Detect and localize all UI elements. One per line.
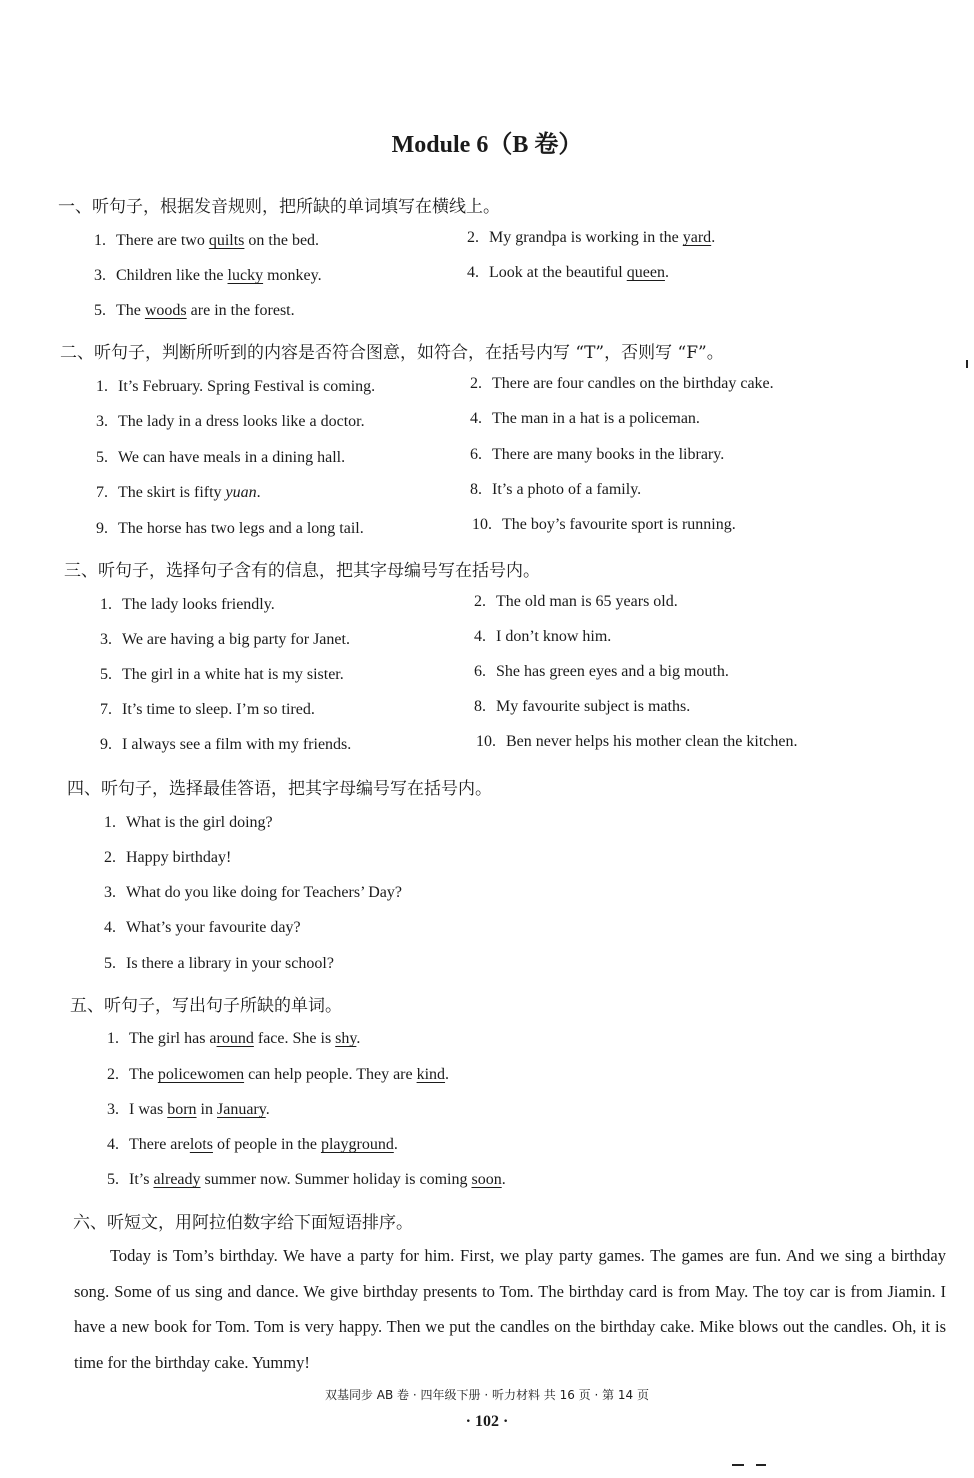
item-text: We can have meals in a dining hall. <box>118 449 346 466</box>
item-number: 3. <box>100 631 112 648</box>
s2-item-2 <box>470 375 774 393</box>
item-text: What do you like doing for Teachers’ Day? <box>126 884 402 901</box>
item-text: . <box>256 484 261 501</box>
underlined-word: January <box>217 1101 266 1118</box>
underlined-word: lots <box>189 1136 213 1153</box>
s2-item-7 <box>96 484 261 502</box>
item-text: monkey. <box>263 267 322 284</box>
item-number: 4. <box>467 264 479 281</box>
item-number: 1. <box>104 814 116 831</box>
underlined-word: soon <box>471 1171 502 1188</box>
item-text: The skirt is fifty <box>118 484 226 501</box>
item-number: 9. <box>100 736 112 753</box>
item-number: 1. <box>96 378 108 395</box>
item-text: I don’t know him. <box>496 628 612 645</box>
underlined-word: round <box>216 1030 254 1047</box>
page-number: · 102 · <box>465 1413 509 1430</box>
s2-item-4 <box>470 410 700 428</box>
item-text: What is the girl doing? <box>126 814 273 831</box>
item-number: 1. <box>94 232 106 249</box>
item-number: 9. <box>96 520 108 537</box>
s3-item-6 <box>474 663 729 681</box>
footer-info: 双基同步 AB 卷 · 四年级下册 · 听力材料 共 16 页 · 第 14 页 <box>324 1388 649 1402</box>
scan-mark <box>732 1464 744 1466</box>
section-1-heading: 一、听句子，根据发音规则，把所缺的单词填写在横线上。 <box>58 197 500 217</box>
item-number: 6. <box>470 446 482 463</box>
s3-item-4 <box>474 628 611 646</box>
section-4-heading: 四、听句子，选择最佳答语，把其字母编号写在括号内。 <box>67 779 492 799</box>
item-text: . <box>393 1136 398 1153</box>
s2-item-8 <box>470 481 641 499</box>
s4-item-2 <box>104 849 231 867</box>
s2-item-1 <box>96 378 375 396</box>
s2-item-10 <box>472 516 736 534</box>
s2-item-6 <box>470 446 724 464</box>
item-text: . <box>356 1030 361 1047</box>
item-text: I always see a film with my friends. <box>122 736 352 753</box>
item-text: The lady in a dress looks like a doctor. <box>118 413 365 430</box>
item-number: 4. <box>107 1136 119 1153</box>
underlined-word: lucky <box>227 267 264 284</box>
item-text: . <box>445 1066 450 1083</box>
item-number: 3. <box>107 1101 119 1118</box>
item-number: 8. <box>474 698 486 715</box>
item-text: Look at the beautiful <box>489 264 627 281</box>
item-text: There are many books in the library. <box>492 446 725 463</box>
item-number: 4. <box>474 628 486 645</box>
s2-item-3 <box>96 413 365 431</box>
item-number: 10. <box>476 733 496 750</box>
item-number: 1. <box>107 1030 119 1047</box>
item-number: 2. <box>104 849 116 866</box>
item-text: She has green eyes and a big mouth. <box>496 663 729 680</box>
item-number: 2. <box>107 1066 119 1083</box>
item-text: The man in a hat is a policeman. <box>492 410 700 427</box>
item-number: 4. <box>470 410 482 427</box>
underlined-word: already <box>153 1171 201 1188</box>
item-text: face. She is <box>253 1030 336 1047</box>
item-number: 2. <box>467 229 479 246</box>
item-number: 3. <box>104 884 116 901</box>
s3-item-2 <box>474 593 678 611</box>
s1-item-1 <box>94 232 319 250</box>
section-2-heading: 二、听句子，判断所听到的内容是否符合图意，如符合，在括号内写 “T”，否则写 “F”。 <box>60 343 724 363</box>
listening-passage: Today is Tom’s birthday. We have a party for him. First, we play party games. The games are fun. And we sing a birthday song. Some of us sing and dance. We give birthday presents to Tom. The birthday card is from May. The toy car is from Jiamin. I have a new book for Tom. Tom is very happy. Then we put the candles on the birthday cake. Mike blows out the candles. Oh, it is time for the birthday cake. Yummy! <box>74 1246 946 1372</box>
s4-item-3 <box>104 884 402 902</box>
item-text: Is there a library in your school? <box>126 955 334 972</box>
s5-item-2 <box>107 1066 449 1084</box>
item-text: What’s your favourite day? <box>126 919 301 936</box>
s2-item-5 <box>96 449 345 467</box>
scan-mark <box>756 1464 766 1466</box>
item-number: 5. <box>107 1171 119 1188</box>
s3-item-7 <box>100 701 315 719</box>
s3-item-10 <box>476 733 797 751</box>
s5-item-5 <box>107 1171 506 1189</box>
underlined-word: policewomen <box>157 1066 245 1083</box>
item-text: The <box>116 302 145 319</box>
item-number: 5. <box>104 955 116 972</box>
section-5-heading: 五、听句子，写出句子所缺的单词。 <box>70 996 342 1016</box>
item-text: It’s February. Spring Festival is coming. <box>118 378 376 395</box>
item-text: The <box>129 1066 158 1083</box>
s4-item-5 <box>104 955 334 973</box>
s5-item-1 <box>107 1030 360 1048</box>
item-number: 1. <box>100 596 112 613</box>
s3-item-8 <box>474 698 690 716</box>
s1-item-2 <box>467 229 715 247</box>
item-text: . <box>711 229 716 246</box>
item-text: The horse has two legs and a long tail. <box>118 520 364 537</box>
underlined-word: born <box>167 1101 197 1118</box>
s1-item-4 <box>467 264 669 282</box>
item-text: There are four candles on the birthday cake. <box>492 375 774 392</box>
s3-item-1 <box>100 596 275 614</box>
item-number: 5. <box>100 666 112 683</box>
underlined-word: yard <box>682 229 712 246</box>
item-text: The girl in a white hat is my sister. <box>122 666 344 683</box>
s3-item-3 <box>100 631 350 649</box>
item-text: Happy birthday! <box>126 849 232 866</box>
item-text: can help people. They are <box>244 1066 417 1083</box>
item-text: The boy’s favourite sport is running. <box>502 516 736 533</box>
s4-item-1 <box>104 814 273 832</box>
s2-item-9 <box>96 520 364 538</box>
item-number: 4. <box>104 919 116 936</box>
italic-word: yuan <box>225 484 257 501</box>
item-number: 10. <box>472 516 492 533</box>
item-number: 6. <box>474 663 486 680</box>
item-number: 5. <box>94 302 106 319</box>
s1-item-5 <box>94 302 295 320</box>
item-text: on the bed. <box>244 232 320 249</box>
s4-item-4 <box>104 919 301 937</box>
item-text: . <box>265 1101 270 1118</box>
item-number: 8. <box>470 481 482 498</box>
item-number: 3. <box>96 413 108 430</box>
item-number: 5. <box>96 449 108 466</box>
item-text: We are having a big party for Janet. <box>122 631 350 648</box>
item-number: 2. <box>474 593 486 610</box>
underlined-word: shy <box>335 1030 357 1047</box>
underlined-word: playground <box>320 1136 394 1153</box>
section-3-heading: 三、听句子，选择句子含有的信息，把其字母编号写在括号内。 <box>64 561 540 581</box>
item-text: There are two <box>116 232 209 249</box>
item-number: 7. <box>96 484 108 501</box>
item-text: It’s <box>129 1171 154 1188</box>
scan-mark <box>966 360 968 368</box>
underlined-word: kind <box>416 1066 446 1083</box>
underlined-word: quilts <box>208 232 245 249</box>
item-number: 2. <box>470 375 482 392</box>
item-text: of people in the <box>212 1136 321 1153</box>
item-text: The lady looks friendly. <box>122 596 275 613</box>
item-text: summer now. Summer holiday is coming <box>200 1171 472 1188</box>
s3-item-5 <box>100 666 344 684</box>
underlined-word: queen <box>626 264 665 281</box>
item-text: Children like the <box>116 267 228 284</box>
s5-item-4 <box>107 1136 398 1154</box>
item-text: are in the forest. <box>186 302 295 319</box>
item-text: I was <box>129 1101 168 1118</box>
s5-item-3 <box>107 1101 270 1119</box>
item-text: There are <box>129 1136 190 1153</box>
item-text: The girl has a <box>129 1030 217 1047</box>
page-title: Module 6（B 卷） <box>391 132 583 158</box>
item-text: The old man is 65 years old. <box>496 593 678 610</box>
underlined-word: woods <box>144 302 187 319</box>
item-text: . <box>664 264 669 281</box>
item-text: My favourite subject is maths. <box>496 698 691 715</box>
section-6-heading: 六、听短文，用阿拉伯数字给下面短语排序。 <box>73 1213 413 1233</box>
s1-item-3 <box>94 267 322 285</box>
item-text: It’s a photo of a family. <box>492 481 642 498</box>
item-text: in <box>196 1101 217 1118</box>
item-text: . <box>501 1171 506 1188</box>
item-number: 7. <box>100 701 112 718</box>
item-text: It’s time to sleep. I’m so tired. <box>122 701 315 718</box>
item-text: My grandpa is working in the <box>489 229 683 246</box>
s3-item-9 <box>100 736 351 754</box>
item-number: 3. <box>94 267 106 284</box>
item-text: Ben never helps his mother clean the kitchen. <box>506 733 798 750</box>
